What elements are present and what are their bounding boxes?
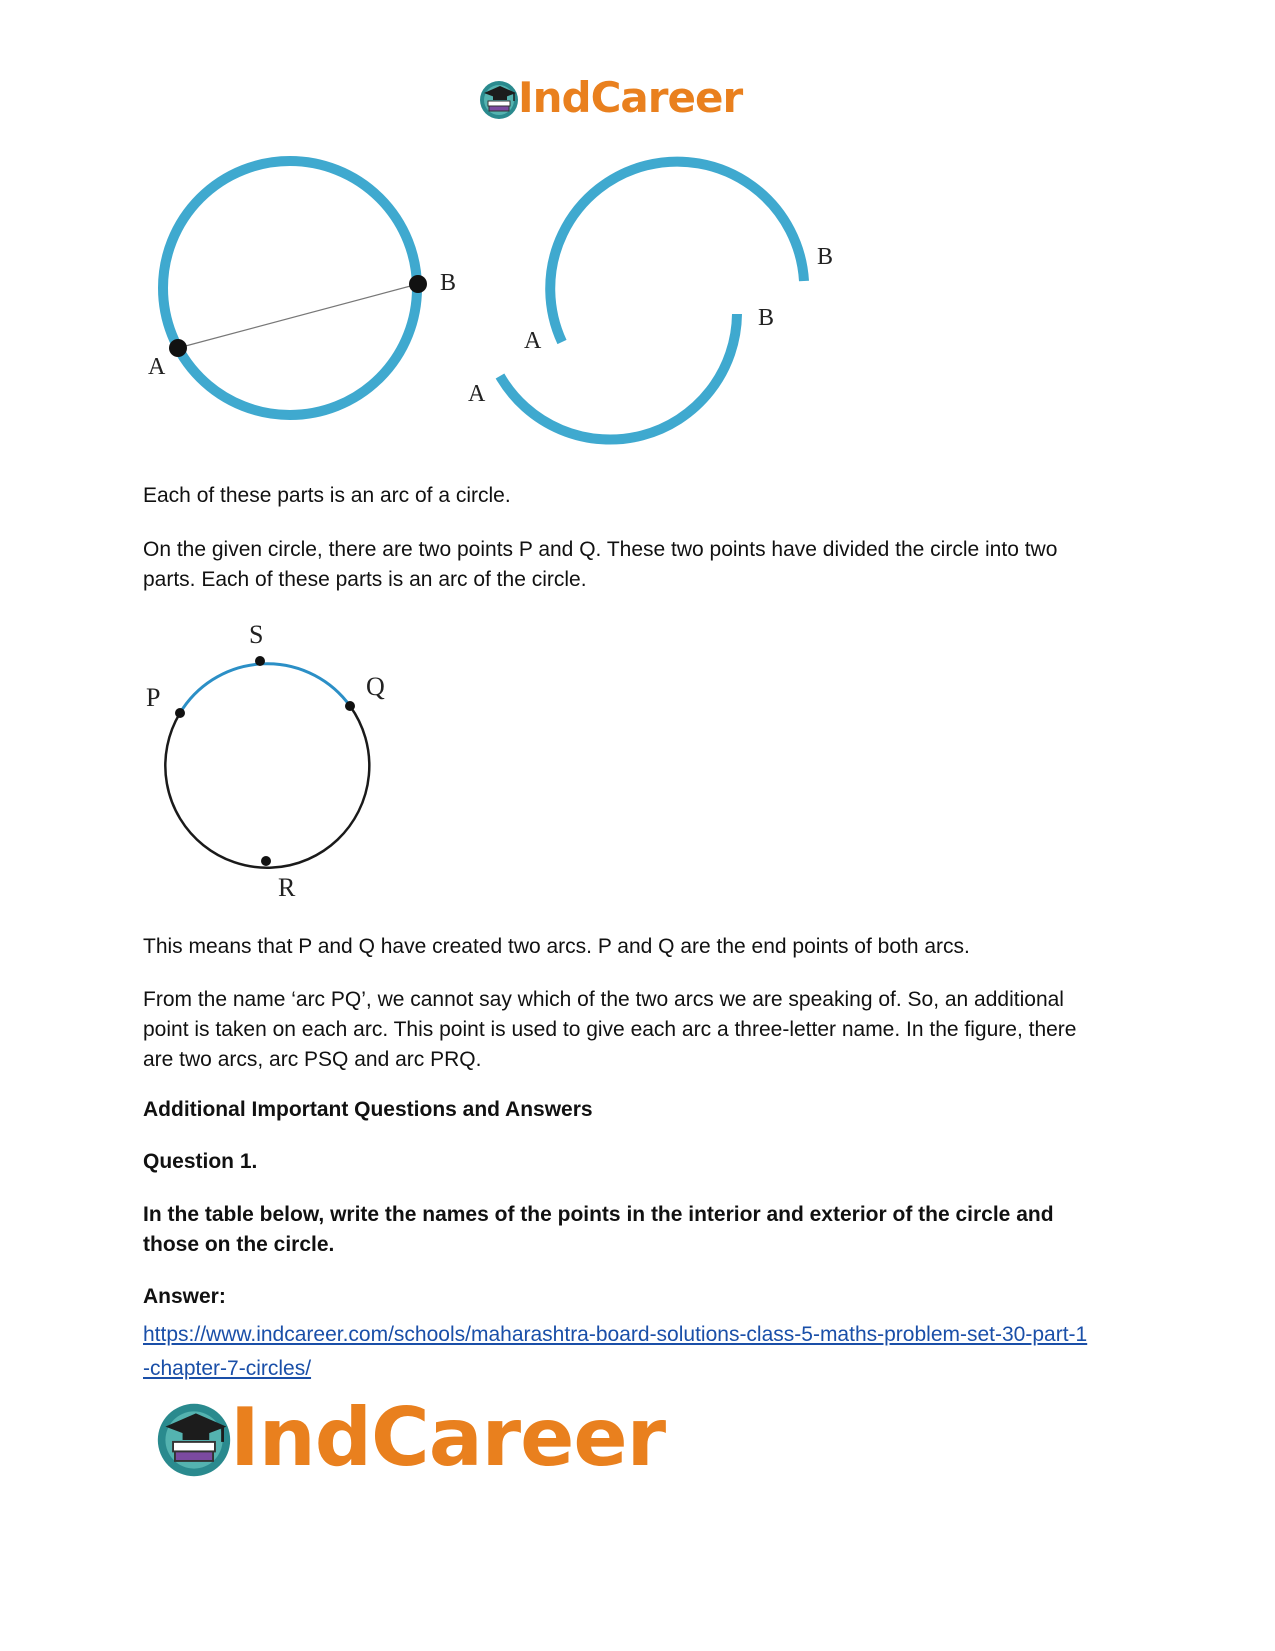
question-text: In the table below, write the names of the points in the interior and exterior of the circle and those on the circle. xyxy=(143,1203,1054,1256)
point-r-dot xyxy=(261,856,271,866)
logo-graduate-icon xyxy=(478,79,520,121)
point-p-dot xyxy=(175,708,185,718)
answer-label: Answer: xyxy=(143,1285,226,1308)
question-label: Question 1. xyxy=(143,1150,258,1173)
footer-logo-graduate-icon xyxy=(154,1400,234,1480)
label-q: Q xyxy=(366,672,385,701)
footer-logo xyxy=(154,1391,674,1484)
label-p: P xyxy=(146,683,161,712)
label-s: S xyxy=(249,620,264,649)
answer-link[interactable]: https://www.indcareer.com/schools/maharashtra-board-solutions-class-5-maths-problem-set-30-part-1-chapter-7-circles/ xyxy=(143,1323,1088,1380)
paragraph-arc-parts: Each of these parts is an arc of a circle. xyxy=(143,484,511,507)
label-b-left: B xyxy=(440,270,457,296)
paragraph-three-letter-name: From the name ‘arc PQ’, we cannot say which of the two arcs we are speaking of. So, an additional point is taken on each arc. This point is used to give each arc a three-letter name. In the figure, there are two arcs, arc PSQ and arc PRQ. xyxy=(143,988,1077,1071)
paragraph-end-points: This means that P and Q have created two arcs. P and Q are the end points of both arcs. xyxy=(143,935,970,958)
label-a-lower-arc: A xyxy=(468,381,486,407)
label-r: R xyxy=(278,873,296,902)
label-a-left: A xyxy=(148,354,166,380)
arc-psq xyxy=(180,664,350,713)
label-a-upper-arc: A xyxy=(524,328,542,354)
answer-link-container xyxy=(143,1318,1088,1386)
footer-logo-text: IndCareer xyxy=(230,1391,666,1484)
chord-ab xyxy=(178,284,418,348)
arc-prq xyxy=(165,706,369,868)
label-b-lower-arc: B xyxy=(758,305,775,331)
paragraph-points-pq: On the given circle, there are two points P and Q. These two points have divided the circle into two parts. Each of these parts is an arc of the circle. xyxy=(143,538,1058,591)
section-heading: Additional Important Questions and Answers xyxy=(143,1098,593,1121)
point-s-dot xyxy=(255,656,265,666)
arc-figure-1 xyxy=(140,142,860,462)
arc-figure-2 xyxy=(140,612,410,912)
point-q-dot xyxy=(345,701,355,711)
header-logo-text: IndCareer xyxy=(518,73,743,122)
label-b-upper-arc: B xyxy=(817,244,834,270)
full-circle xyxy=(163,161,417,415)
point-b-dot xyxy=(409,275,427,293)
point-a-dot xyxy=(169,339,187,357)
